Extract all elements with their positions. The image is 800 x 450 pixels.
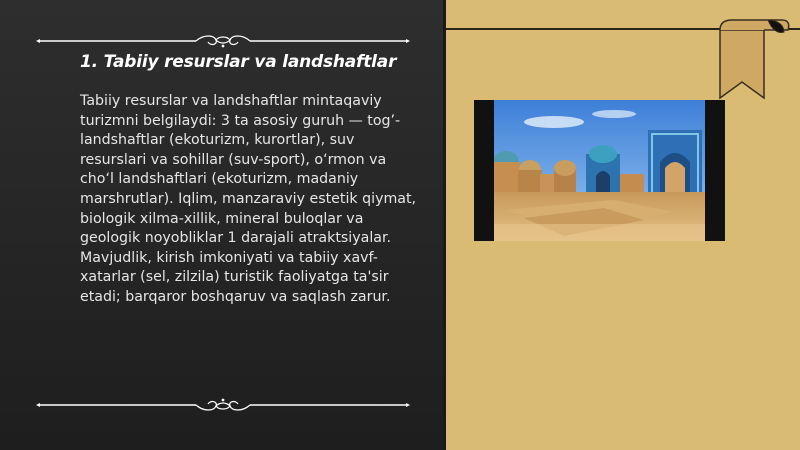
scroll-divider-icon <box>36 398 410 412</box>
slide-body-text: Tabiiy resurslar va landshaftlar mintaqaviy turizmni belgilaydi: 3 ta asosiy guruh — tog’-landshaftlar (ekoturizm, kurortlar), suv resurslari va sohillar (suv-sport), o‘rmon va cho‘l landshaftlari (ekoturizm, madaniy marshrutlar). Iqlim, manzaraviy estetik qiymat, biologik xilma-xillik, mineral buloqlar va geologik noyobliklar 1 darajali atraktsiyalar. Mavjudlik, kirish imkoniyati va tabiiy xavf-xatarlar (sel, zilzila) turistik faoliyatga ta'sir etadi; barqaror boshqaruv va saqlash zarur. <box>80 93 417 305</box>
slide-title: 1. Tabiiy resurslar va landshaftlar <box>80 52 397 72</box>
ribbon-bookmark-icon <box>718 18 790 100</box>
panel-divider <box>443 0 446 450</box>
photo-frame <box>474 100 725 241</box>
mausoleum-photo <box>494 100 705 241</box>
scroll-divider-icon <box>36 34 410 48</box>
